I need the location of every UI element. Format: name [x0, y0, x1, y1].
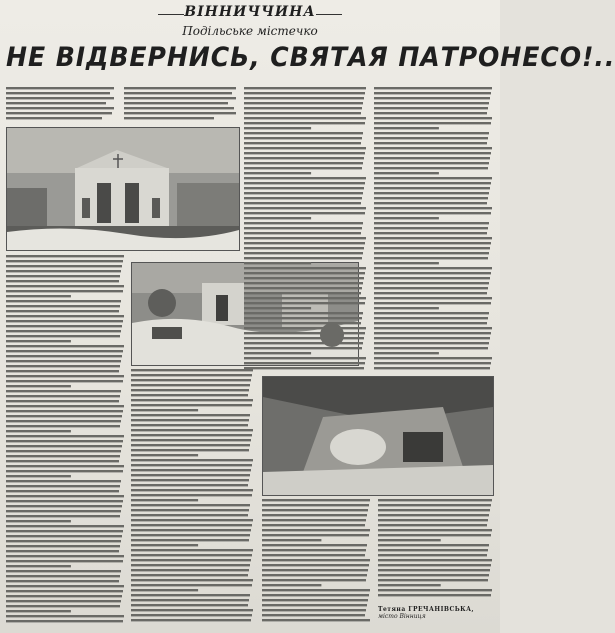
text-column-2-top — [124, 86, 238, 124]
rubric-header — [150, 4, 350, 26]
author-place: місто Вінниця — [378, 613, 426, 620]
collapsed-tomb-photo — [262, 376, 494, 496]
text-column-4 — [374, 86, 494, 372]
rubric-rule-right — [316, 14, 342, 15]
text-column-3 — [244, 86, 368, 372]
text-column-1-top — [6, 86, 116, 124]
headline: НЕ ВІДВЕРНИСЬ, СВЯТАЯ ПАТРОНЕСО!.. — [6, 42, 615, 73]
rubric-subtitle: Подільське містечко — [182, 24, 318, 38]
rubric-title: ВІННИЧЧИНА — [184, 4, 316, 20]
text-column-1-bottom — [6, 254, 126, 628]
author-name: Тетяна ГРЕЧАНІВСЬКА, — [378, 606, 475, 613]
text-column-5-bottom — [262, 498, 372, 628]
church-ruin-photo — [6, 127, 240, 251]
text-column-6-bottom — [378, 498, 494, 602]
text-column-2-bottom — [131, 368, 255, 628]
rubric-rule-left — [158, 14, 184, 15]
author-signature — [378, 606, 496, 620]
